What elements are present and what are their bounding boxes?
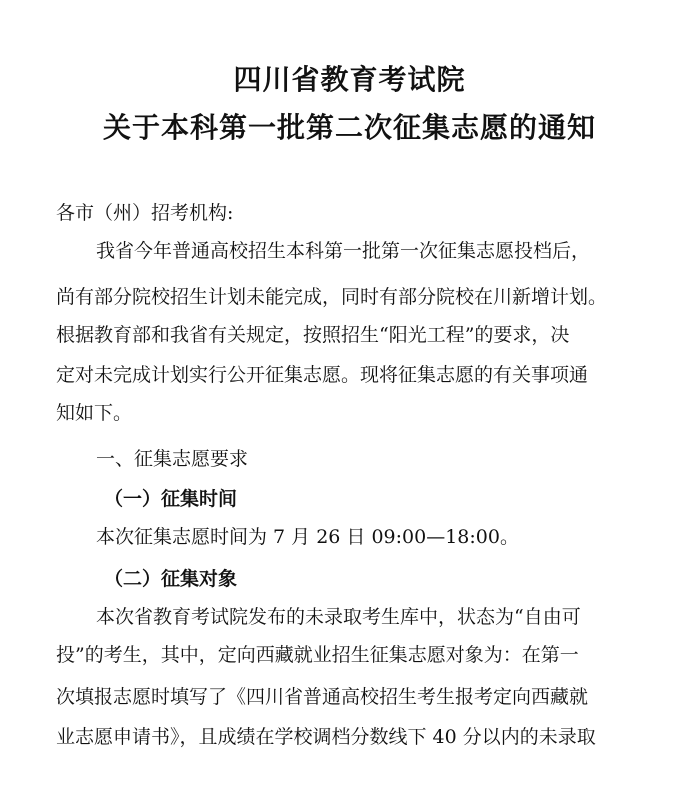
paragraph-1-line-3: 根据教育部和我省有关规定，按照招生“阳光工程”的要求，决	[56, 324, 570, 346]
salutation: 各市（州）招考机构:	[56, 202, 234, 224]
document-title-line-2: 关于本科第一批第二次征集志愿的通知	[102, 111, 596, 144]
subsection-time-text: 本次征集志愿时间为 7 月 26 日 09:00—18:00。	[96, 526, 519, 548]
paragraph-1-line-5: 知如下。	[56, 402, 133, 424]
paragraph-2-line-4: 业志愿申请书》，且成绩在学校调档分数线下 40 分以内的未录取	[56, 726, 596, 748]
paragraph-2-line-1: 本次省教育考试院发布的未录取考生库中，状态为“自由可	[96, 606, 581, 628]
paragraph-2-line-3: 次填报志愿时填写了《四川省普通高校招生考生报考定向西藏就	[56, 686, 589, 708]
section-heading-requirements: 一、征集志愿要求	[96, 448, 249, 470]
paragraph-1-line-2: 尚有部分院校招生计划未能完成，同时有部分院校在川新增计划。	[56, 286, 608, 308]
paragraph-2-line-2: 投”的考生，其中，定向西藏就业招生征集志愿对象为：在第一	[56, 644, 579, 666]
subsection-heading-time: （一）征集时间	[104, 488, 238, 510]
document-title-line-1: 四川省教育考试院	[233, 63, 466, 96]
subsection-heading-target: （二）征集对象	[104, 568, 238, 590]
paragraph-1-line-4: 定对未完成计划实行公开征集志愿。现将征集志愿的有关事项通	[56, 364, 589, 386]
paragraph-1-line-1: 我省今年普通高校招生本科第一批第一次征集志愿投档后，	[96, 240, 591, 262]
